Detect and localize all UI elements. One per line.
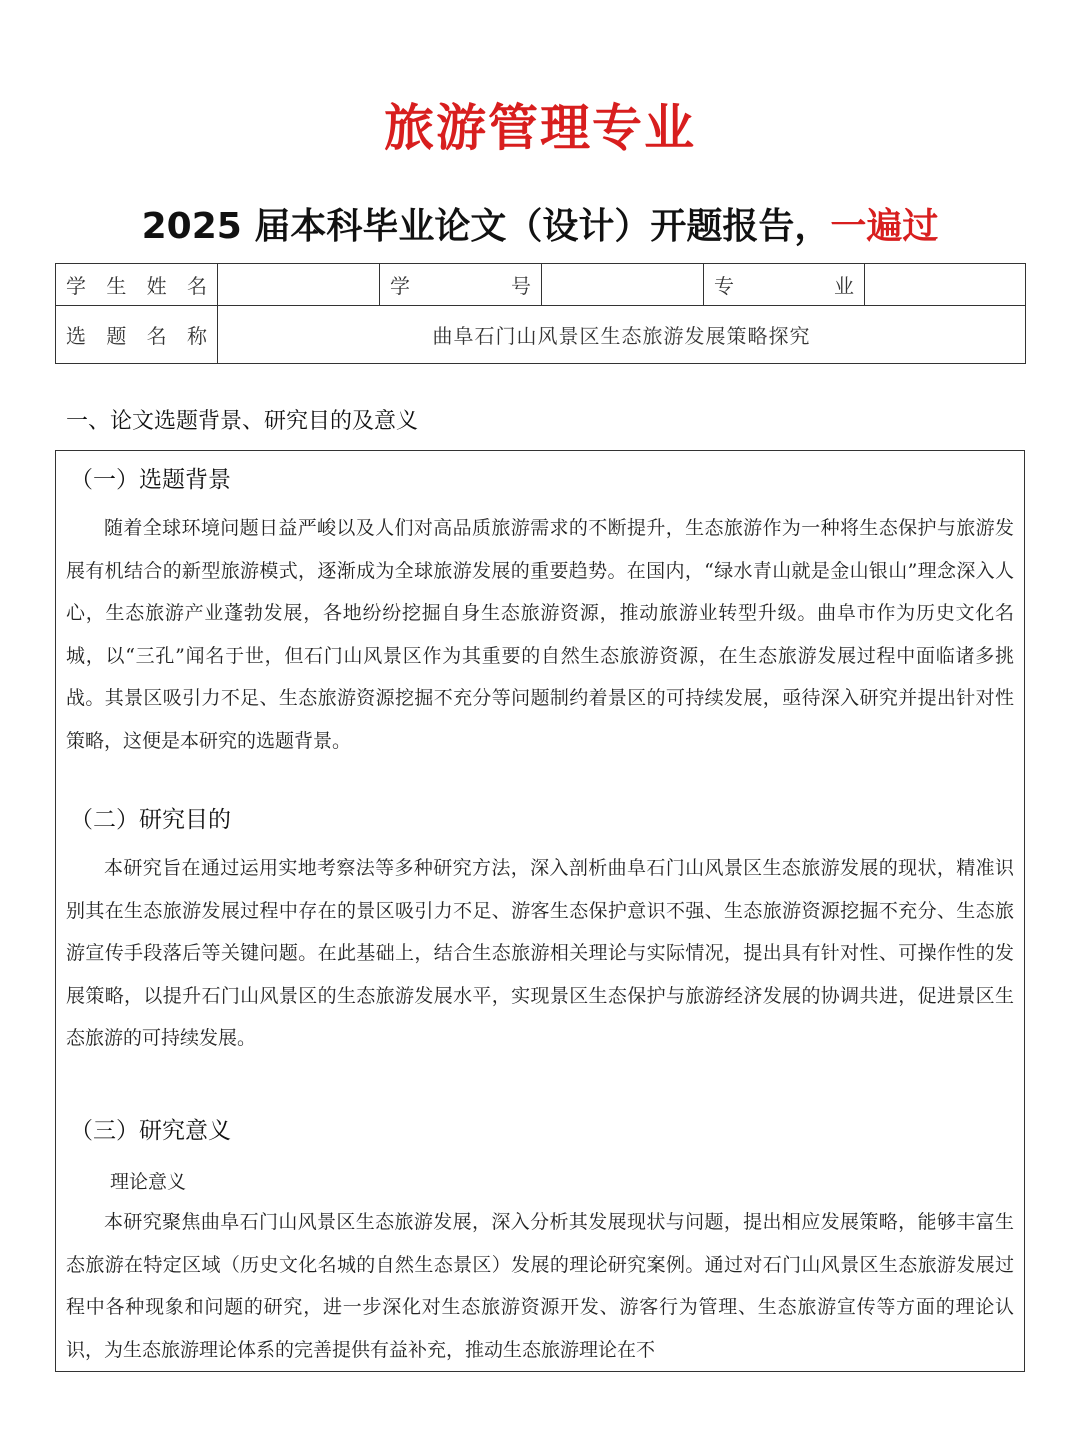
subtitle-highlight: 一遍过 (830, 206, 939, 247)
significance-paragraph: 本研究聚焦曲阜石门山风景区生态旅游发展，深入分析其发展现状与问题，提出相应发展策略，能够丰富生态旅游在特定区域（历史文化名城的自然生态景区）发展的理论研究案例。通过对石门山风景区生态旅游发展过程中各种现象和问题的研究，进一步深化对生态旅游资源开发、游客行为管理、生态旅游宣传等方面的理论认识，为生态旅游理论体系的完善提供有益补充，推动生态旅游理论在不 (66, 1211, 1014, 1361)
info-row-topic (56, 306, 1026, 364)
topic-label: 选题名称 (56, 306, 218, 364)
student-name-field[interactable] (218, 264, 380, 306)
major-label: 专业 (704, 264, 865, 306)
significance-heading: （三）研究意义 (70, 1118, 231, 1144)
student-id-label: 学号 (380, 264, 542, 306)
content-box (55, 450, 1025, 1372)
info-row-student (56, 264, 1026, 306)
theory-label: 理论意义 (110, 1171, 187, 1193)
purpose-heading: （二）研究目的 (70, 807, 231, 833)
subtitle-main: 2025 届本科毕业论文（设计）开题报告， (141, 206, 831, 247)
info-table (55, 263, 1026, 364)
report-subtitle (0, 198, 1080, 249)
major-field[interactable] (865, 264, 1026, 306)
student-id-field[interactable] (542, 264, 704, 306)
section-heading: 一、论文选题背景、研究目的及意义 (66, 409, 419, 434)
page-title: 旅游管理专业 (384, 99, 696, 157)
background-paragraph: 随着全球环境问题日益严峻以及人们对高品质旅游需求的不断提升，生态旅游作为一种将生态保护与旅游发展有机结合的新型旅游模式，逐渐成为全球旅游发展的重要趋势。在国内，“绿水青山就是金山银山”理念深入人心，生态旅游产业蓬勃发展，各地纷纷挖掘自身生态旅游资源，推动旅游业转型升级。曲阜市作为历史文化名城，以“三孔”闻名于世，但石门山风景区作为其重要的自然生态旅游资源，在生态旅游发展过程中面临诸多挑战。其景区吸引力不足、生态旅游资源挖掘不充分等问题制约着景区的可持续发展，亟待深入研究并提出针对性策略，这便是本研究的选题背景。 (66, 517, 1014, 752)
student-name-label: 学生姓名 (56, 264, 218, 306)
background-heading: （一）选题背景 (70, 467, 231, 493)
topic-value: 曲阜石门山风景区生态旅游发展策略探究 (218, 306, 1026, 364)
purpose-paragraph: 本研究旨在通过运用实地考察法等多种研究方法，深入剖析曲阜石门山风景区生态旅游发展的现状，精准识别其在生态旅游发展过程中存在的景区吸引力不足、游客生态保护意识不强、生态旅游资源挖掘不充分、生态旅游宣传手段落后等关键问题。在此基础上，结合生态旅游相关理论与实际情况，提出具有针对性、可操作性的发展策略，以提升石门山风景区的生态旅游发展水平，实现景区生态保护与旅游经济发展的协调共进，促进景区生态旅游的可持续发展。 (66, 857, 1014, 1049)
